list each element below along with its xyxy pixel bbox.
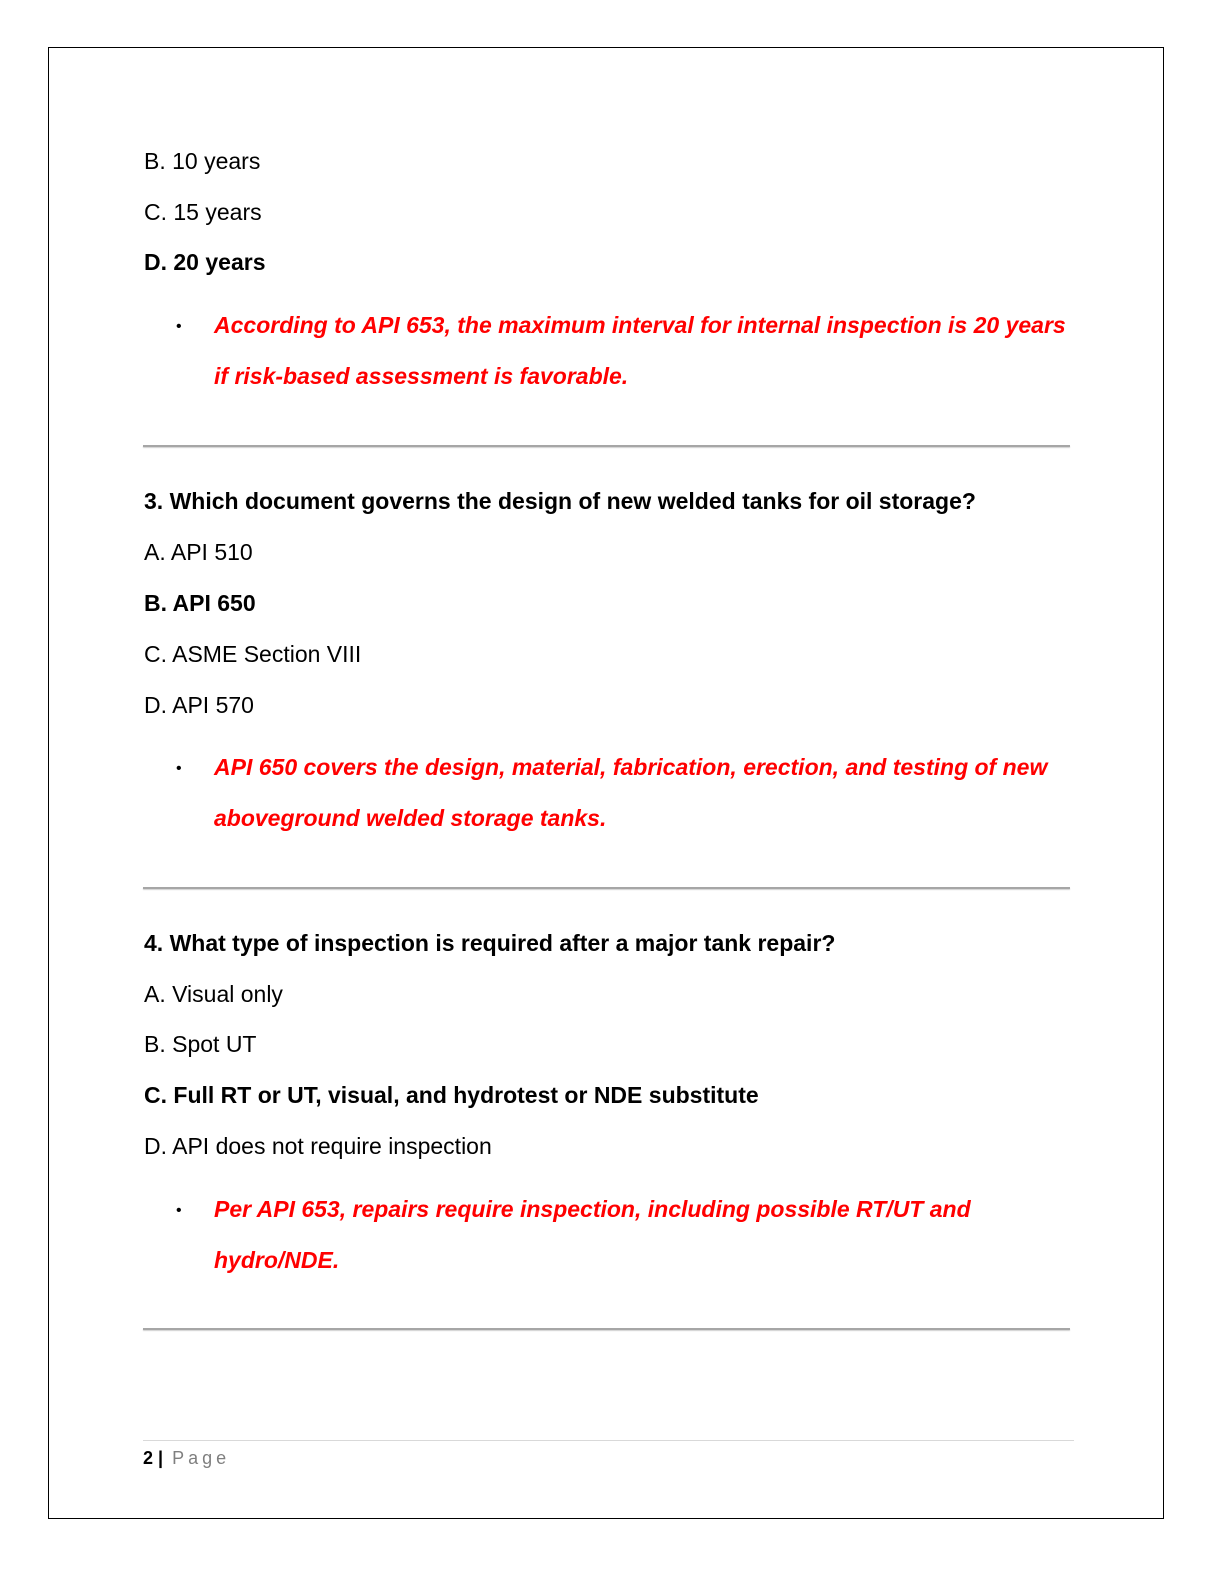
q2-option-d-correct: D. 20 years: [144, 249, 266, 275]
q4-explanation: Per API 653, repairs require inspection, including possible RT/UT and hydro/NDE.: [214, 1196, 971, 1273]
page-number: 2: [143, 1448, 154, 1468]
bullet-icon: •: [176, 318, 182, 335]
q3-question: 3. Which document governs the design of new welded tanks for oil storage?: [144, 488, 976, 514]
q2-option-b: B. 10 years: [144, 148, 261, 174]
footer-rule: [143, 1440, 1074, 1441]
q4-option-a: A. Visual only: [144, 981, 283, 1007]
bullet-icon: •: [176, 1202, 182, 1219]
q3-option-b-correct: B. API 650: [144, 590, 256, 616]
page-footer: [143, 1446, 230, 1470]
q4-option-d: D. API does not require inspection: [144, 1133, 492, 1159]
page-label: Page: [172, 1448, 231, 1468]
q4-option-c-correct: C. Full RT or UT, visual, and hydrotest or NDE substitute: [144, 1082, 759, 1108]
q2-explanation: According to API 653, the maximum interval for internal inspection is 20 years if risk-based assessment is favorable.: [214, 312, 1066, 389]
q4-question: 4. What type of inspection is required after a major tank repair?: [144, 930, 836, 956]
q3-option-d: D. API 570: [144, 692, 254, 718]
section-separator: [143, 1328, 1070, 1330]
q4-option-b: B. Spot UT: [144, 1031, 257, 1057]
q2-option-c: C. 15 years: [144, 199, 262, 225]
section-separator: [143, 445, 1070, 447]
q3-explanation: API 650 covers the design, material, fabrication, erection, and testing of new aboveground welded storage tanks.: [214, 754, 1048, 831]
q3-option-c: C. ASME Section VIII: [144, 641, 362, 667]
section-separator: [143, 887, 1070, 889]
bullet-icon: •: [176, 760, 182, 777]
footer-separator: |: [158, 1448, 164, 1468]
q3-option-a: A. API 510: [144, 539, 253, 565]
